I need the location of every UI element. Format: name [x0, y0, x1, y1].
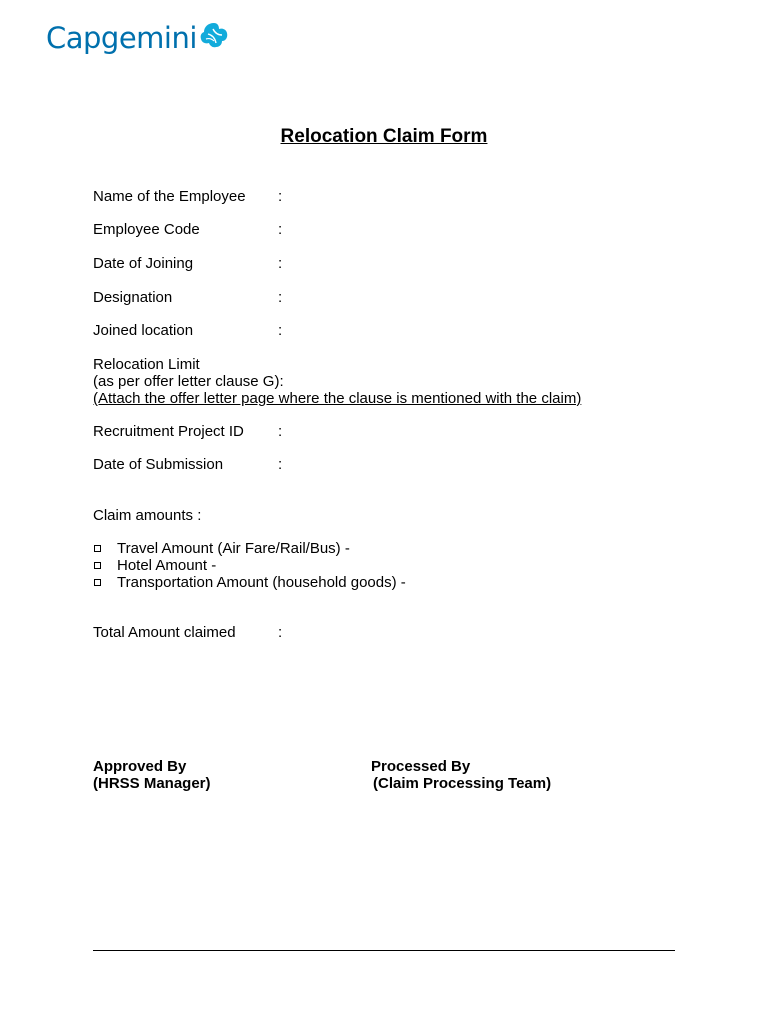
- list-item: [93, 574, 406, 591]
- field-colon: :: [278, 255, 283, 272]
- field-colon: :: [278, 423, 283, 440]
- relocation-limit-label: Relocation Limit: [93, 356, 200, 373]
- field-colon: :: [278, 221, 283, 238]
- spade-leaf-icon: [198, 20, 230, 52]
- square-bullet-icon: [94, 545, 101, 552]
- field-label: Employee Code: [93, 221, 200, 238]
- field-total-amount-claimed: [93, 624, 282, 642]
- logo-wordmark: Capgemini: [46, 21, 197, 55]
- capgemini-logo: [46, 20, 230, 53]
- field-employee-name: [93, 188, 282, 206]
- relocation-limit-clause: (as per offer letter clause G):: [93, 373, 284, 390]
- field-label: Date of Joining: [93, 255, 194, 272]
- claims-list: [93, 540, 406, 591]
- field-label: Joined location: [93, 322, 194, 339]
- claim-amounts-label: Claim amounts :: [93, 507, 202, 524]
- square-bullet-icon: [94, 562, 101, 569]
- field-employee-code: [93, 221, 282, 239]
- field-date-of-joining: [93, 255, 282, 273]
- field-recruitment-project-id: [93, 423, 282, 441]
- field-label: Designation: [93, 289, 173, 306]
- list-item: [93, 540, 406, 557]
- field-colon: :: [278, 624, 283, 641]
- relocation-limit-note: (Attach the offer letter page where the clause is mentioned with the claim): [93, 390, 582, 407]
- field-label: Date of Submission: [93, 456, 224, 473]
- approved-by-title: Approved By: [93, 758, 187, 775]
- field-designation: [93, 289, 282, 307]
- field-label: Total Amount claimed: [93, 624, 236, 641]
- field-colon: :: [278, 188, 283, 205]
- processed-by-role: (Claim Processing Team): [373, 775, 552, 792]
- approved-by-role: (HRSS Manager): [93, 775, 211, 792]
- processed-by-block: [371, 758, 551, 792]
- list-item: [93, 557, 406, 574]
- form-title: Relocation Claim Form: [280, 126, 488, 147]
- field-label: Name of the Employee: [93, 188, 246, 205]
- field-colon: :: [278, 456, 283, 473]
- approved-by-block: [93, 758, 211, 792]
- processed-by-title: Processed By: [371, 758, 471, 775]
- footer-divider: [93, 950, 675, 951]
- field-label: Recruitment Project ID: [93, 423, 244, 440]
- relocation-limit-block: [93, 356, 581, 407]
- field-date-of-submission: [93, 456, 282, 474]
- claim-item-label: Transportation Amount (household goods) -: [117, 574, 406, 591]
- field-joined-location: [93, 322, 282, 340]
- claim-item-label: Hotel Amount -: [117, 557, 217, 574]
- claim-item-label: Travel Amount (Air Fare/Rail/Bus) -: [117, 540, 350, 557]
- square-bullet-icon: [94, 579, 101, 586]
- field-colon: :: [278, 322, 283, 339]
- field-colon: :: [278, 289, 283, 306]
